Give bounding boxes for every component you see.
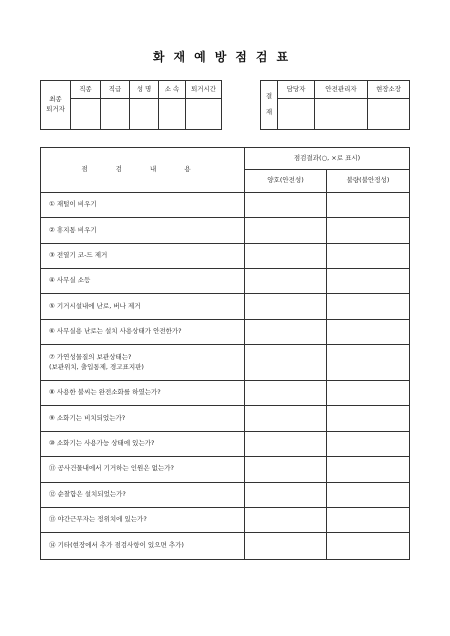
- bad-mark-cell[interactable]: [327, 345, 410, 381]
- checklist-item-1: ① 재털이 비우기: [41, 192, 245, 217]
- bad-mark-cell[interactable]: [327, 218, 410, 243]
- inspection-checklist-table: [40, 147, 410, 560]
- inspection-result-header: 점검결과(○, ×로 표시): [245, 148, 410, 170]
- good-mark-cell[interactable]: [245, 406, 327, 431]
- bad-mark-cell[interactable]: [327, 294, 410, 319]
- site-manager-signature-cell[interactable]: [368, 99, 410, 130]
- person-in-charge-signature-cell[interactable]: [278, 99, 315, 130]
- checklist-item-3: ③ 전열기 코-드 제거: [41, 243, 245, 268]
- checklist-item-11: ⑪ 공사건물내에서 기거하는 인원은 없는가?: [41, 457, 245, 482]
- column-header-safety-manager: 안전관리자: [315, 81, 368, 99]
- bad-mark-cell[interactable]: [327, 507, 410, 532]
- column-header-site-manager: 현장소장: [368, 81, 410, 99]
- good-mark-cell[interactable]: [245, 457, 327, 482]
- column-header-job-type: 직종: [71, 81, 101, 99]
- bad-mark-cell[interactable]: [327, 482, 410, 507]
- column-header-rank: 직급: [101, 81, 130, 99]
- last-leaver-table: [40, 80, 222, 130]
- checklist-item-7-line-1: ⑦ 가연성물질의 보관상태는?: [49, 352, 132, 361]
- column-header-name: 성 명: [130, 81, 159, 99]
- column-header-leave-time: 퇴거시간: [186, 81, 222, 99]
- bad-mark-cell[interactable]: [327, 269, 410, 294]
- bad-mark-cell[interactable]: [327, 406, 410, 431]
- bad-mark-cell[interactable]: [327, 243, 410, 268]
- inspection-content-header: 점 검 내 용: [41, 148, 245, 193]
- bad-mark-cell[interactable]: [327, 319, 410, 344]
- bad-mark-cell[interactable]: [327, 457, 410, 482]
- bad-mark-cell[interactable]: [327, 533, 410, 560]
- good-mark-cell[interactable]: [245, 380, 327, 405]
- job-type-cell[interactable]: [71, 99, 101, 130]
- good-mark-cell[interactable]: [245, 345, 327, 381]
- checklist-item-9: ⑨ 소화기는 비치되었는가?: [41, 406, 245, 431]
- checklist-item-5: ⑤ 기거시설내에 난로, 버나 제거: [41, 294, 245, 319]
- leave-time-cell[interactable]: [186, 99, 222, 130]
- good-column-header: 양호(안전성): [245, 170, 327, 192]
- bad-mark-cell[interactable]: [327, 380, 410, 405]
- bad-mark-cell[interactable]: [327, 431, 410, 456]
- bad-mark-cell[interactable]: [327, 192, 410, 217]
- affiliation-cell[interactable]: [159, 99, 186, 130]
- approval-label: 결 재: [261, 81, 278, 130]
- checklist-item-4: ④ 사무실 소등: [41, 269, 245, 294]
- good-mark-cell[interactable]: [245, 431, 327, 456]
- good-mark-cell[interactable]: [245, 319, 327, 344]
- good-mark-cell[interactable]: [245, 243, 327, 268]
- checklist-item-7-line-2: (보관위치, 출입통제, 경고표지판): [49, 362, 144, 371]
- checklist-item-10: ⑩ 소화기는 사용가능 상태에 있는가?: [41, 431, 245, 456]
- rank-cell[interactable]: [101, 99, 130, 130]
- good-mark-cell[interactable]: [245, 218, 327, 243]
- checklist-item-13: ⑬ 야간근무자는 정위치에 있는가?: [41, 507, 245, 532]
- approval-table: [260, 80, 410, 130]
- safety-manager-signature-cell[interactable]: [315, 99, 368, 130]
- good-mark-cell[interactable]: [245, 294, 327, 319]
- good-mark-cell[interactable]: [245, 482, 327, 507]
- checklist-item-12: ⑫ 순찰함은 설치되었는가?: [41, 482, 245, 507]
- checklist-item-7: [41, 345, 245, 381]
- column-header-affiliation: 소 속: [159, 81, 186, 99]
- checklist-item-6: ⑥ 사무실용 난로는 설치 사용상태가 안전한가?: [41, 319, 245, 344]
- checklist-item-8: ⑧ 사용한 불씨는 완전소화를 하였는가?: [41, 380, 245, 405]
- document-title: 화재예방점검표: [152, 50, 298, 64]
- good-mark-cell[interactable]: [245, 507, 327, 532]
- name-cell[interactable]: [130, 99, 159, 130]
- good-mark-cell[interactable]: [245, 269, 327, 294]
- checklist-item-2: ② 휴지통 비우기: [41, 218, 245, 243]
- column-header-person-in-charge: 담당자: [278, 81, 315, 99]
- last-leaver-label: 최종 퇴거자: [41, 81, 71, 130]
- good-mark-cell[interactable]: [245, 192, 327, 217]
- checklist-item-14: ⑭ 기타(현장에서 추가 점검사항이 있으면 추가): [41, 533, 245, 560]
- bad-column-header: 불량(불안정성): [327, 170, 410, 192]
- good-mark-cell[interactable]: [245, 533, 327, 560]
